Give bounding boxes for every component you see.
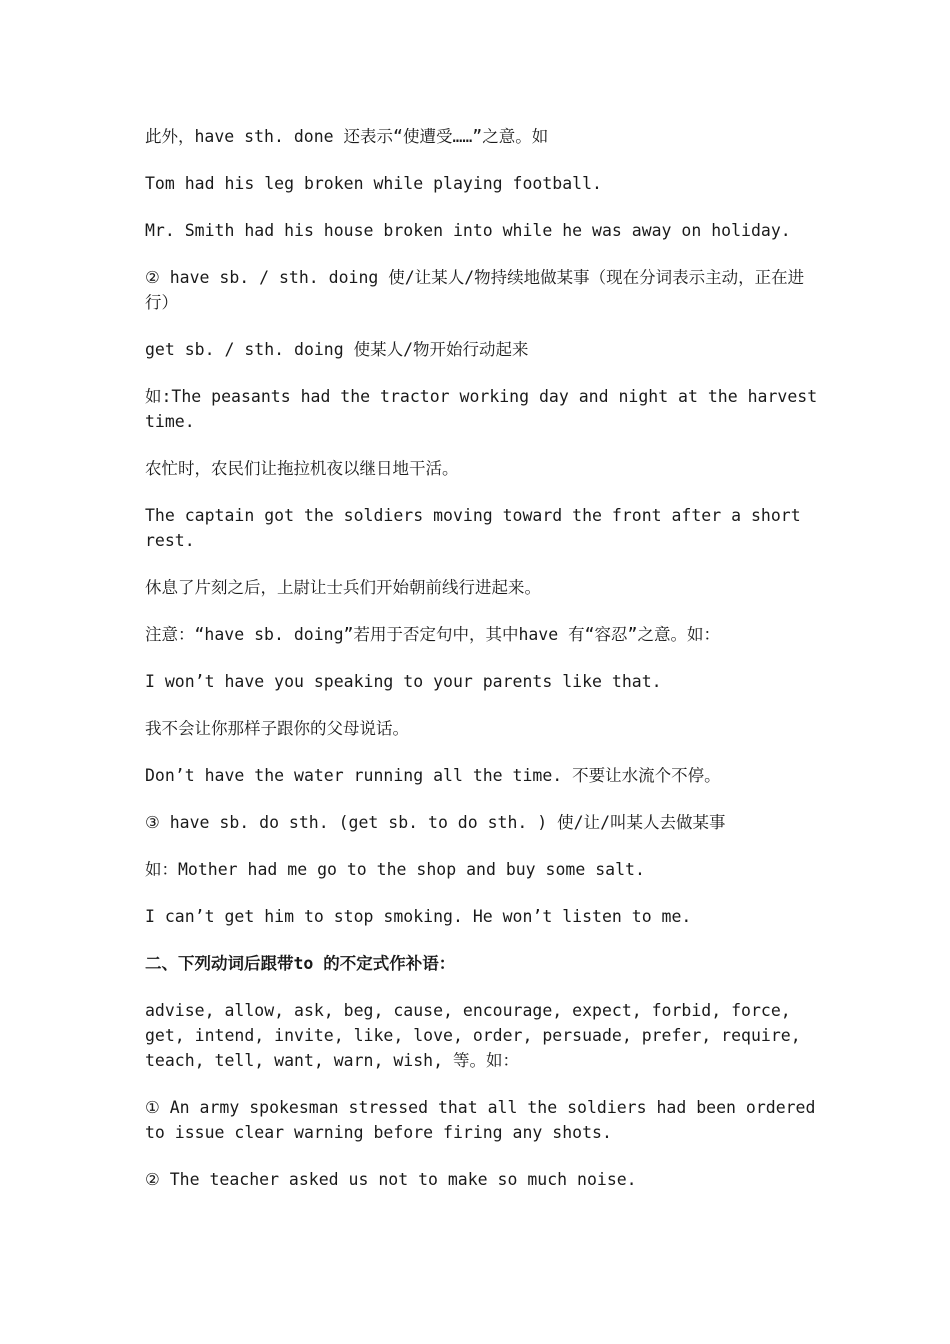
paragraph-example-mother: 如：Mother had me go to the shop and buy some salt. (145, 860, 645, 879)
paragraph-example-peasants: 如:The peasants had the tractor working day and night at the harvest time. (145, 387, 818, 431)
paragraph-example-teacher: ② The teacher asked us not to make so much noise. (145, 1170, 637, 1189)
paragraph-have-sb-do: ③ have sb. do sth. (get sb. to do sth. ) 使/让/叫某人去做某事 (145, 813, 726, 832)
paragraph-have-sb-doing: ② have sb. / sth. doing 使/让某人/物持续地做某事（现在分词表示主动，正在进行） (145, 268, 805, 312)
document-body (145, 124, 825, 1214)
paragraph-translation-captain: 休息了片刻之后，上尉让士兵们开始朝前线行进起来。 (145, 578, 541, 597)
paragraph-example-water: Don’t have the water running all the time. 不要让水流个不停。 (145, 766, 721, 785)
paragraph-example-smith: Mr. Smith had his house broken into while he was away on holiday. (145, 221, 791, 240)
paragraph-negative-note: 注意：“have sb. doing”若用于否定句中，其中have 有“容忍”之意。如： (145, 625, 720, 644)
paragraph-example-tom: Tom had his leg broken while playing football. (145, 174, 602, 193)
paragraph-have-sth-done-note: 此外，have sth. done 还表示“使遭受……”之意。如 (145, 127, 549, 146)
paragraph-example-captain: The captain got the soldiers moving toward the front after a short rest. (145, 506, 801, 550)
paragraph-verb-list: advise, allow, ask, beg, cause, encourage, expect, forbid, force, get, intend, invite, like, love, order, persuade, prefer, require, teach, tell, want, warn, wish, 等。如： (145, 1001, 801, 1070)
paragraph-translation-wont-have: 我不会让你那样子跟你的父母说话。 (145, 719, 409, 738)
paragraph-example-army: ① An army spokesman stressed that all the soldiers had been ordered to issue clear warning before firing any shots. (145, 1098, 816, 1142)
paragraph-translation-peasants: 农忙时，农民们让拖拉机夜以继日地干活。 (145, 459, 459, 478)
paragraph-example-smoking: I can’t get him to stop smoking. He won’t listen to me. (145, 907, 692, 926)
section-heading-to-infinitive: 二、下列动词后跟带to 的不定式作补语： (145, 954, 456, 973)
paragraph-get-sb-doing: get sb. / sth. doing 使某人/物开始行动起来 (145, 340, 529, 359)
paragraph-example-wont-have: I won’t have you speaking to your parents like that. (145, 672, 662, 691)
